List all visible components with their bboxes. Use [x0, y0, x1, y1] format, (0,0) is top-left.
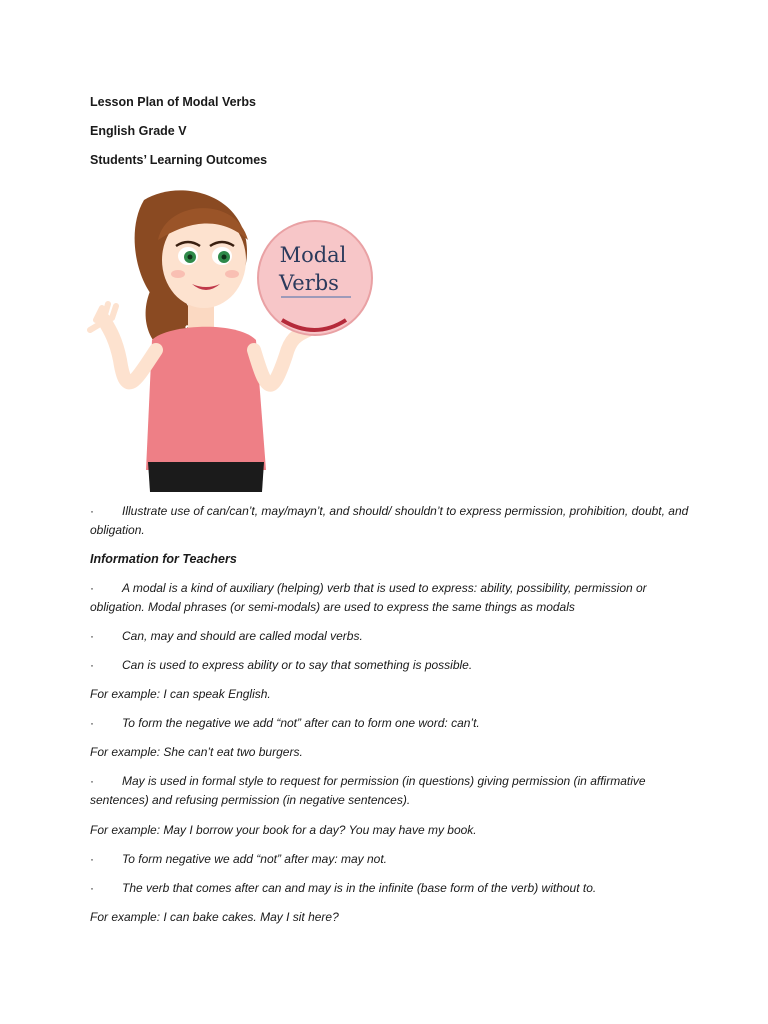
bullet-dot: · [90, 774, 94, 788]
bullet-dot: · [90, 658, 94, 672]
outcome-bullet-text: Illustrate use of can/can’t, may/mayn’t, and should/ shouldn’t to express permission, prohibition, doubt, and obligation. [90, 504, 689, 537]
outcome-bullet [90, 502, 690, 540]
bullet-text: To form negative we add “not” after may: may not. [122, 852, 388, 866]
bullet-text: To form the negative we add “not” after can to form one word: can’t. [122, 716, 480, 730]
right-arm [254, 330, 308, 385]
teacher-illustration [86, 180, 382, 492]
example-line: For example: She can’t eat two burgers. [90, 745, 303, 759]
left-pupil [188, 255, 193, 260]
bullet-dot: · [90, 504, 94, 518]
bullet-item [90, 879, 690, 898]
example-line: For example: I can speak English. [90, 687, 271, 701]
bullet-dot: · [90, 852, 94, 866]
bullet-text: The verb that comes after can and may is in the infinite (base form of the verb) without to. [122, 881, 597, 895]
bullet-item [90, 656, 690, 675]
example-line: For example: I can bake cakes. May I sit here? [90, 910, 339, 924]
right-blush [225, 270, 239, 278]
bullet-item [90, 579, 690, 617]
ball-text-modal: Modal [279, 243, 347, 267]
bullet-dot: · [90, 716, 94, 730]
bullet-item [90, 850, 690, 869]
right-pupil [222, 255, 227, 260]
grade-heading: English Grade V [90, 124, 187, 138]
bullet-dot: · [90, 881, 94, 895]
outcomes-heading: Students’ Learning Outcomes [90, 153, 268, 167]
bullet-item [90, 714, 690, 733]
bullet-dot: · [90, 581, 94, 595]
bullet-text: Can is used to express ability or to say that something is possible. [122, 658, 473, 672]
lesson-title: Lesson Plan of Modal Verbs [90, 95, 257, 109]
left-blush [171, 270, 185, 278]
info-heading: Information for Teachers [90, 552, 237, 566]
bullet-text: Can, may and should are called modal verbs. [122, 629, 363, 643]
bullet-item [90, 772, 690, 810]
skirt [148, 462, 264, 492]
bullet-item [90, 627, 690, 646]
ball-text-verbs: Verbs [279, 271, 339, 295]
example-line: For example: May I borrow your book for a day? You may have my book. [90, 823, 477, 837]
bullet-text: A modal is a kind of auxiliary (helping) verb that is used to express: ability, possibility, permission or obligation. Modal phrases (or semi-modals) are used to express the same things as modals [90, 581, 647, 614]
bullet-text: May is used in formal style to request for permission (in questions) giving permission (in affirmative sentences) and refusing permission (in negative sentences). [90, 774, 646, 807]
bullet-dot: · [90, 629, 94, 643]
